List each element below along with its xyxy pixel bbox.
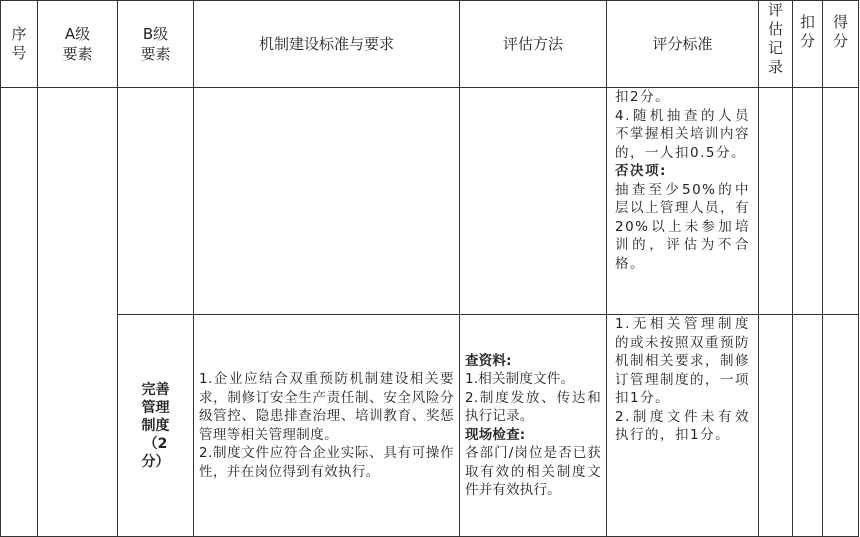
score-cell xyxy=(823,315,859,537)
record-cell xyxy=(759,88,793,315)
deduct-cell xyxy=(793,315,823,537)
scoring-cell xyxy=(607,88,759,315)
scoring-line: 4.随机抽查的人员不掌握相关培训内容的，一人扣0.5分。 xyxy=(615,107,750,161)
seq-cell xyxy=(1,88,38,537)
scoring-line: 扣2分。 xyxy=(615,89,671,105)
method-label: 查资料: xyxy=(465,352,512,369)
method-cell xyxy=(460,88,607,315)
standard-cell: 1.企业应结合双重预防机制建设相关要求，制修订安全生产责任制、安全风险分级管控、隐患排查治理、培训教育、奖惩管理等相关管理制度。 2.制度文件应符合企业实际、具有可操作性，并在岗位得到有效执行。 xyxy=(194,315,460,537)
veto-text: 抽查至少50%的中层以上管理人员，有20%以上未参加培训的，评估为不合格。 xyxy=(615,181,750,272)
method-label: 现场检查: xyxy=(465,426,526,443)
method-cell xyxy=(460,315,607,537)
method-items: 1.相关制度文件。 2.制度发放、传达和执行记录。 xyxy=(465,371,601,424)
scoring-cell: 1.无相关管理制度的或未按照双重预防机制相关要求，制修订管理制度的，一项扣1分。 2.制度文件未有效执行的，扣1分。 xyxy=(607,315,759,537)
header-score: 得分 xyxy=(823,1,859,88)
standard-cell xyxy=(194,88,460,315)
method-items: 各部门/岗位是否已获取有效的相关制度文件并有效执行。 xyxy=(465,445,601,498)
header-b-level: B级要素 xyxy=(118,1,194,88)
table-row xyxy=(1,88,859,315)
header-seq: 序号 xyxy=(1,1,38,88)
header-row xyxy=(1,1,859,88)
deduct-cell xyxy=(793,88,823,315)
header-record: 评估记录 xyxy=(759,1,793,88)
a-level-cell xyxy=(38,88,118,537)
header-a-level: A级要素 xyxy=(38,1,118,88)
table-row xyxy=(1,315,859,537)
header-deduct: 扣分 xyxy=(793,1,823,88)
record-cell xyxy=(759,315,793,537)
header-standard: 机制建设标准与要求 xyxy=(194,1,460,88)
header-method: 评估方法 xyxy=(460,1,607,88)
b-level-cell xyxy=(118,88,194,315)
b-level-cell: 完善管理制度（2分） xyxy=(118,315,194,537)
header-scoring: 评分标准 xyxy=(607,1,759,88)
veto-label: 否决项: xyxy=(615,163,667,179)
score-cell xyxy=(823,88,859,315)
